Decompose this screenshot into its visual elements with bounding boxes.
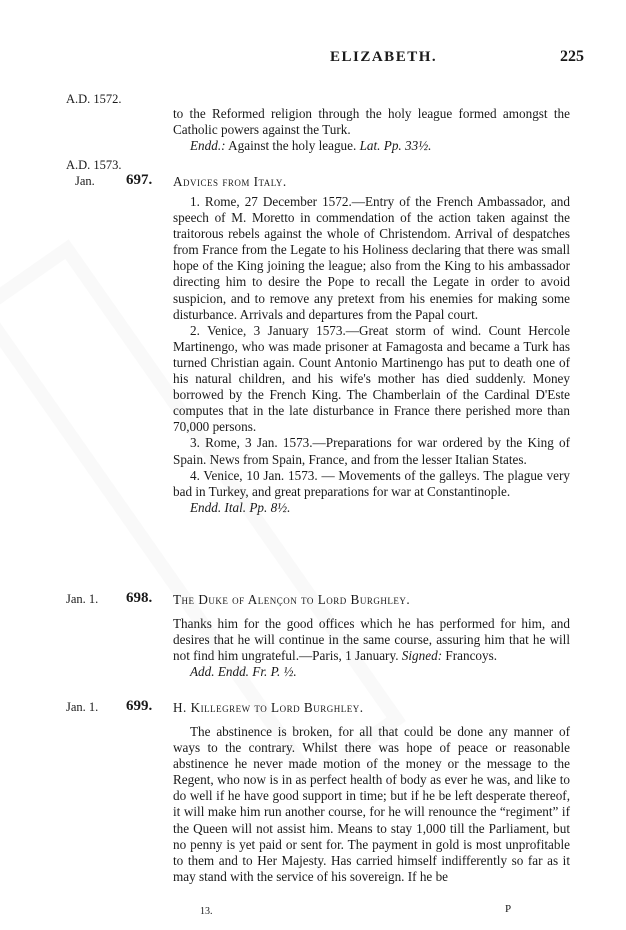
continued-endorsement: Endd.: Against the holy league. Lat. Pp. 33½.	[190, 138, 432, 154]
entry-number-699: 699.	[126, 698, 153, 714]
continued-text: to the Reformed religion through the holy league formed amongst the Catholic powers against the Turk.	[173, 106, 570, 138]
entry-697-body	[173, 194, 570, 516]
margin-date-1573: A.D. 1573.	[66, 158, 122, 172]
entry-699-body	[173, 724, 570, 885]
entry-699-paragraph: The abstinence is broken, for all that could be done any manner of ways to the contrary. Whilst there was hope of peace or reasonable abstinence he never made motion of the money or the message to the Regent, who now is in as perfect health of body as ever he was, and like to do well if he have good support in time; but if he be left desperate thereof, it will make him run another course, for he will renounce the “regiment” if the Queen will not assist him. Means to stay 1,000 till the Parliament, but no penny is yet paid or sent for. The payment in gold is most unprofitable to them and to Her Majesty. Has carried himself indifferently so far as it may stand with the service of his sovereign. If he be	[173, 724, 570, 884]
entry-697-paragraph: 2. Venice, 3 January 1573.—Great storm of wind. Count Hercole Martinengo, who was made prisoner at Famagosta and became a Turk has turned Christian again. Count Antonio Martinengo has put to death one of his natural children, and his wife's mother has died suddenly. Money borrowed by the French King. The Chamberlain of the Cardinal D'Este computes that in the late disturbance in France there perished more than 70,000 persons.	[173, 322, 570, 435]
margin-date-jan1: Jan. 1.	[66, 592, 99, 606]
entry-698-endorsement: Add. Endd. Fr. P. ½.	[190, 664, 297, 680]
entry-title-699: H. Killegrew to Lord Burghley.	[173, 700, 364, 715]
entry-number-698: 698.	[126, 590, 153, 606]
margin-date-jan: Jan.	[75, 174, 95, 188]
entry-697-paragraph: 3. Rome, 3 Jan. 1573.—Preparations for war ordered by the King of Spain. News from Spain, France, and from the lesser Italian States.	[173, 435, 570, 467]
entry-title-698: The Duke of Alençon to Lord Burghley.	[173, 592, 411, 607]
entry-697-endorsement: Endd. Ital. Pp. 8½.	[190, 499, 291, 515]
continued-entry	[173, 106, 570, 154]
entry-697-paragraph: 1. Rome, 27 December 1572.—Entry of the French Ambassador, and speech of M. Moretto in commendation of the action taken against the traitorous rebels against the whole of Christendom. Arrival of despatches from France from the Legate to his Holiness declaring that there was small hope of the King joining the league; also from the King to his ambassador directing him to desire the Pope to recall the Legate in order to avoid suspicion, and to remove any pretext from his enemies for making some disturbance. Arrivals and departures from the Papal court.	[173, 194, 570, 322]
margin-date-jan1: Jan. 1.	[66, 700, 99, 714]
margin-date-1572: A.D. 1572.	[66, 92, 122, 106]
entry-698-body	[173, 616, 570, 680]
page-number: 225	[560, 48, 584, 65]
entry-title-697: Advices from Italy.	[173, 174, 287, 189]
entry-number-697: 697.	[126, 172, 153, 188]
running-header-title: ELIZABETH.	[330, 49, 438, 65]
signature-letter: P	[505, 903, 512, 915]
entry-697-paragraph: 4. Venice, 10 Jan. 1573. — Movements of the galleys. The plague very bad in Turkey, and great preparations for war at Constantinople.	[173, 467, 570, 499]
signature-mark: 13.	[200, 906, 213, 917]
entry-698-paragraph: Thanks him for the good offices which he has performed for him, and desires that he will continue in the same course, assuring him that he will not find him ungrateful.—Paris, 1 January. Signed: Francoys.	[173, 616, 570, 664]
